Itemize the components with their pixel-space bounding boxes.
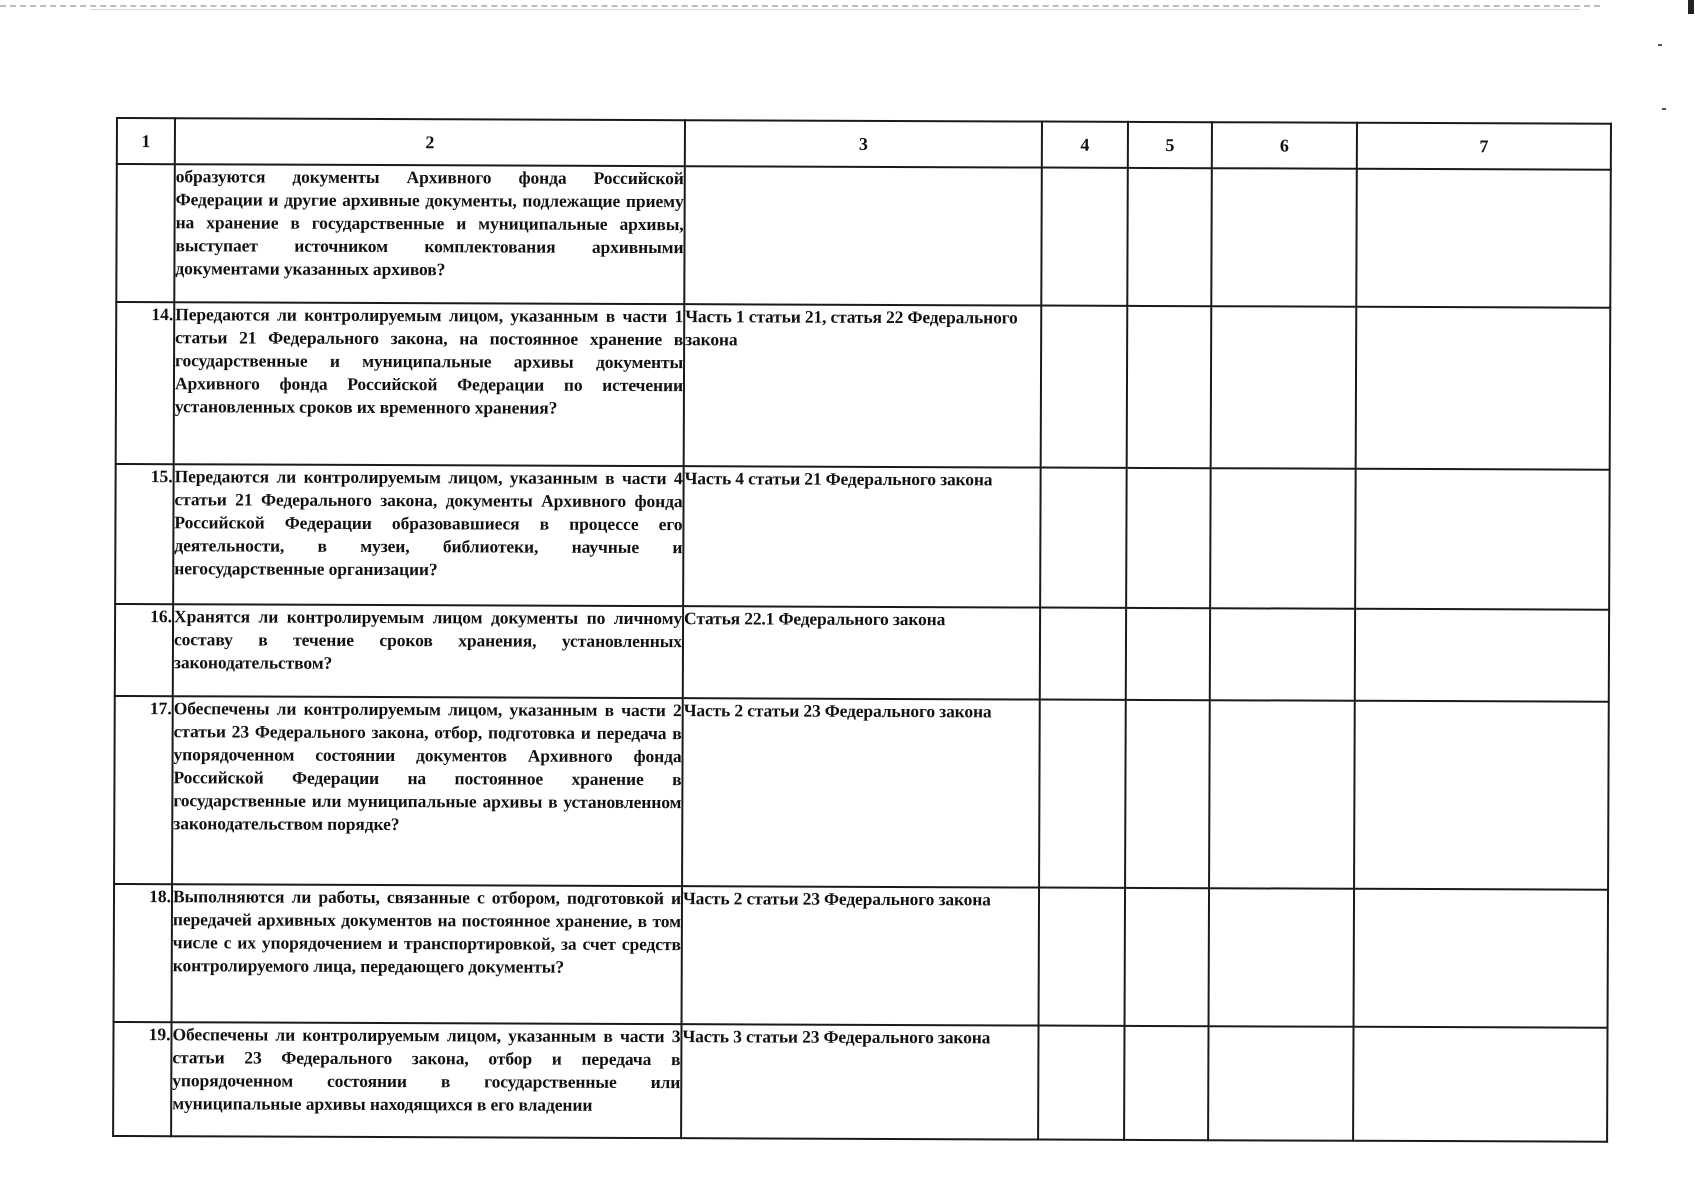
row-question: Выполняются ли работы, связанные с отбором, подготовкой и передачей архивных документов на постоянное хранение, в том числе с их упорядочением и транспортировкой, за счет средств контролируемого лица, передающего документы? (172, 884, 683, 1024)
row-question: Обеспечены ли контролируемым лицом, указанным в части 3 статьи 23 Федерального закона, отбор и передача в упорядоченном состоянии в государственные или муниципальные архивы находящихся в его владении (171, 1022, 681, 1138)
column-header: 5 (1128, 122, 1212, 168)
row-question: образуются документы Архивного фонда Российской Федерации и другие архивные документы, подлежащие приему на хранение в государственные и муниципальные архивы, выступает источником комплектования архивными документами указанных архивов? (174, 164, 685, 304)
note-cell[interactable] (1356, 169, 1611, 308)
scan-artifact-line (0, 5, 1600, 7)
answer-na-cell[interactable] (1209, 700, 1355, 889)
row-legal-basis: Часть 1 статьи 21, статья 22 Федерального закона (684, 304, 1042, 467)
note-cell[interactable] (1355, 469, 1610, 610)
row-number (116, 164, 175, 302)
note-cell[interactable] (1355, 609, 1609, 702)
row-number: 15. (115, 464, 174, 604)
answer-na-cell[interactable] (1210, 608, 1355, 701)
note-cell[interactable] (1354, 889, 1609, 1028)
row-number: 14. (116, 302, 175, 464)
answer-no-cell[interactable] (1125, 888, 1210, 1026)
scan-artifact-line (90, 9, 1580, 10)
column-header: 3 (685, 120, 1042, 167)
column-header: 6 (1212, 122, 1357, 169)
row-legal-basis: Часть 4 статьи 21 Федерального закона (683, 466, 1041, 607)
row-question: Передаются ли контролируемым лицом, указанным в части 1 статьи 21 Федерального закона, на постоянное хранение в государственные и муниципальные архивы документы Архивного фонда Российской Федерации по истечении установленных сроков их временного хранения? (174, 302, 685, 466)
answer-yes-cell[interactable] (1040, 608, 1126, 700)
answer-na-cell[interactable] (1211, 168, 1357, 307)
column-header: 7 (1357, 123, 1611, 170)
table-row (114, 696, 1609, 890)
answer-no-cell[interactable] (1124, 1026, 1208, 1140)
answer-na-cell[interactable] (1208, 1026, 1353, 1141)
column-header: 2 (175, 118, 685, 166)
answer-yes-cell[interactable] (1041, 168, 1128, 306)
table-row (116, 164, 1611, 308)
scan-artifact-mark (1658, 44, 1662, 46)
answer-yes-cell[interactable] (1039, 888, 1126, 1026)
row-legal-basis: Статья 22.1 Федерального закона (683, 606, 1040, 699)
note-cell[interactable] (1354, 701, 1609, 890)
answer-no-cell[interactable] (1127, 306, 1212, 468)
checklist-sheet (116, 117, 1610, 1137)
column-header: 1 (117, 118, 175, 164)
answer-no-cell[interactable] (1126, 608, 1210, 700)
table-row (116, 302, 1611, 470)
row-number: 17. (114, 696, 173, 884)
checklist-table (112, 117, 1612, 1143)
answer-na-cell[interactable] (1210, 468, 1356, 609)
answer-no-cell[interactable] (1126, 468, 1211, 608)
answer-na-cell[interactable] (1211, 306, 1357, 469)
answer-no-cell[interactable] (1125, 700, 1210, 888)
row-legal-basis: Часть 3 статьи 23 Федерального закона (681, 1024, 1038, 1139)
row-number: 19. (113, 1022, 171, 1136)
row-number: 18. (114, 884, 173, 1022)
scan-artifact-mark (1662, 108, 1666, 110)
table-row (113, 1022, 1607, 1142)
scan-artifact-mark (1688, 0, 1694, 14)
answer-na-cell[interactable] (1209, 888, 1355, 1027)
row-legal-basis (684, 166, 1042, 305)
table-row (115, 604, 1609, 702)
row-question: Передаются ли контролируемым лицом, указанным в части 4 статьи 21 Федерального закона, документы Архивного фонда Российской Федерации образовавшиеся в процессе его деятельности, в музеи, библиотеки, научные и негосударственные организации? (173, 464, 684, 606)
row-legal-basis: Часть 2 статьи 23 Федерального закона (682, 698, 1040, 887)
column-header: 4 (1042, 122, 1128, 168)
header-row (117, 118, 1611, 170)
table-row (114, 884, 1609, 1028)
answer-yes-cell[interactable] (1039, 700, 1126, 888)
row-legal-basis: Часть 2 статьи 23 Федерального закона (682, 886, 1040, 1025)
row-question: Хранятся ли контролируемым лицом документы по личному составу в течение сроков хранения, установленных законодательством? (173, 604, 683, 698)
answer-yes-cell[interactable] (1041, 306, 1128, 468)
table-row (115, 464, 1610, 610)
row-number: 16. (115, 604, 173, 696)
answer-no-cell[interactable] (1127, 168, 1212, 306)
row-question: Обеспечены ли контролируемым лицом, указанным в части 2 статьи 23 Федерального закона, отбор, подготовка и передача в упорядоченном состоянии документов Архивного фонда Российской Федерации на постоянное хранение в государственные или муниципальные архивы в установленном законодательством порядке? (172, 696, 683, 886)
note-cell[interactable] (1353, 1027, 1607, 1142)
answer-yes-cell[interactable] (1040, 468, 1127, 608)
answer-yes-cell[interactable] (1038, 1026, 1124, 1140)
note-cell[interactable] (1356, 307, 1611, 470)
